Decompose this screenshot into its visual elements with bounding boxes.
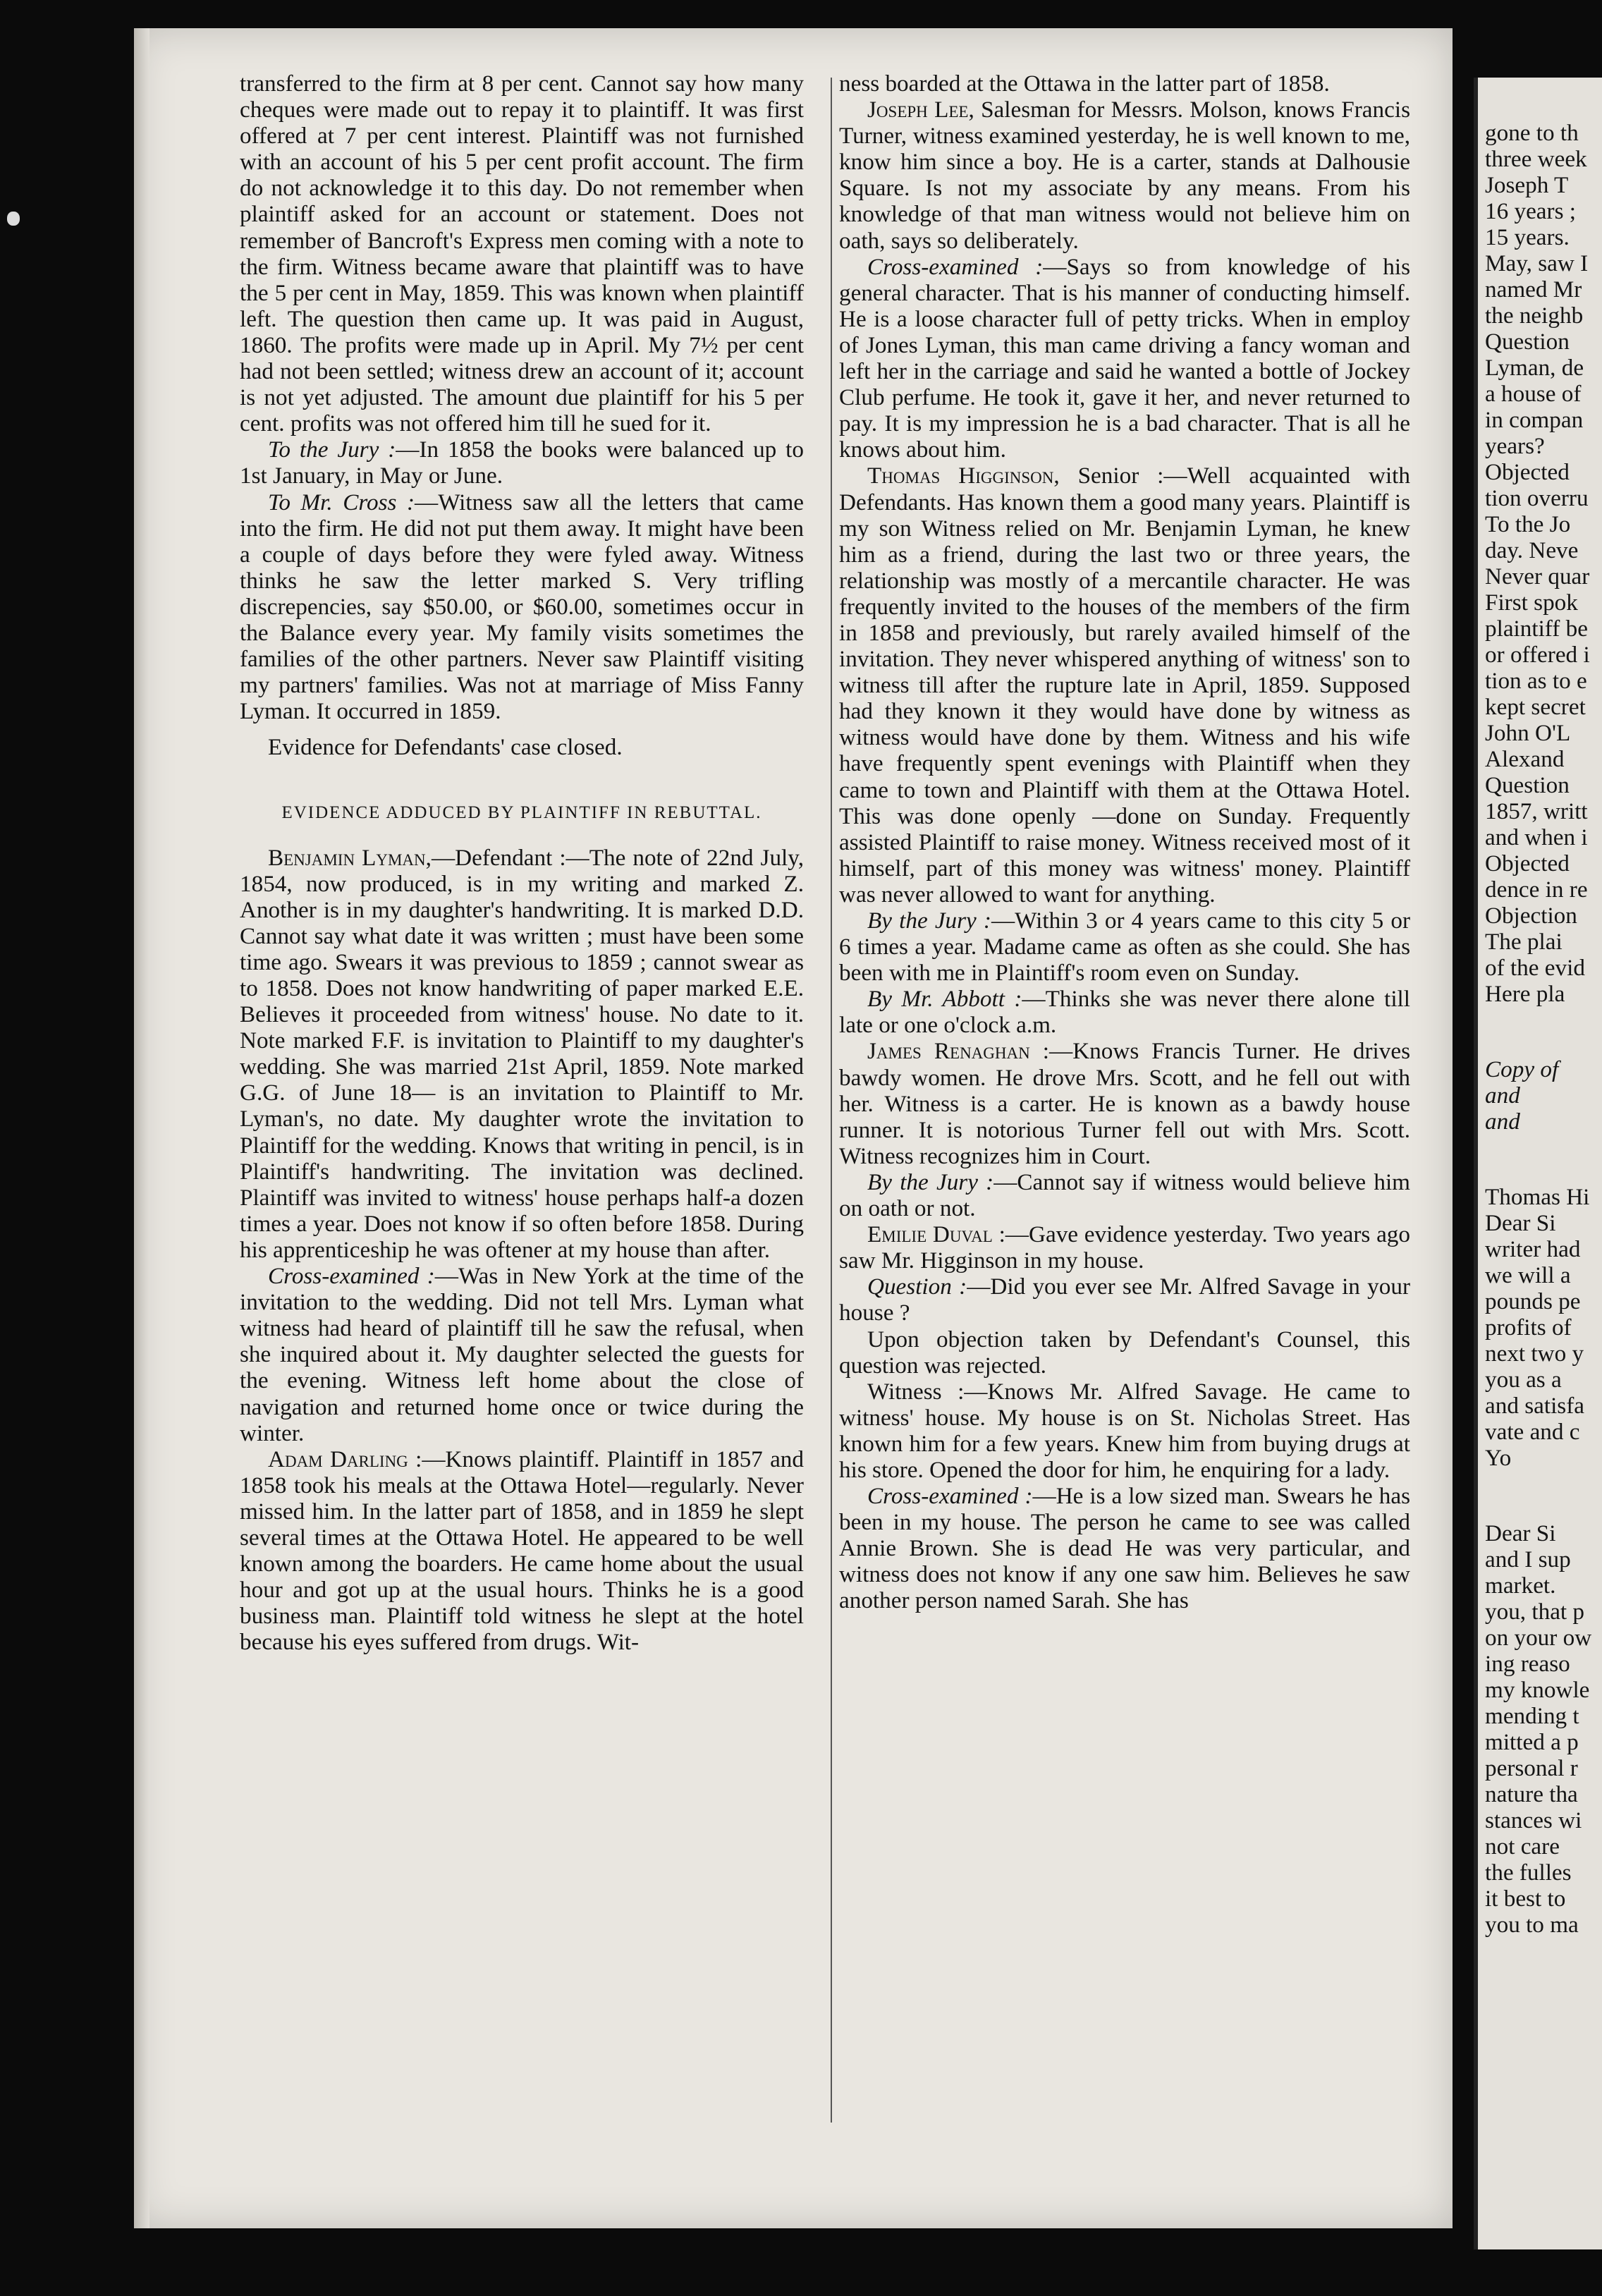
fragment-line: in compan xyxy=(1485,407,1584,433)
fragment-line: my knowle xyxy=(1485,1677,1590,1703)
examination-text: —Was in New York at the time of the invitation to the wedding. Did not tell Mrs. Lyman what witness had heard of plaintiff till he saw the refusal, when she inquired about it. My daughter selected the guests for the evening. Witness left home about the close of navigation and returned home once or twice during the winter. xyxy=(240,1263,804,1446)
fragment-block xyxy=(1485,1520,1602,1938)
fragment-line: nature tha xyxy=(1485,1781,1578,1807)
closing-statement: Evidence for Defendants' case closed. xyxy=(268,734,623,761)
examination-text: —Says so from knowledge of his general character. That is his manner of conducting himself. He is a loose character full of petty tricks. When in employ of Jones Lyman, this man came driving a fancy woman and left her in the carriage and said he wanted a bottle of Jockey Club perfume. He took it, gave it her, and never returned to pay. It is my impression he is a bad character. That is all he knows about him. xyxy=(839,253,1410,463)
testimony-text: :—Gave evidence yesterday. Two years ago saw Mr. Higginson in my house. xyxy=(839,1221,1410,1274)
fragment-line: vate and c xyxy=(1485,1419,1580,1445)
fragment-line: Here pla xyxy=(1485,981,1565,1007)
fragment-line: dence in re xyxy=(1485,877,1588,903)
paragraph xyxy=(839,97,1410,254)
examination-text: —Within 3 or 4 years came to this city 5 or 6 times a year. Madame came as often as she could. She has been with me in Plaintiff's room even on Sunday. xyxy=(839,908,1410,987)
paragraph xyxy=(240,845,804,1264)
adjacent-page-fragment xyxy=(1474,78,1602,2249)
examination-label: Cross-examined : xyxy=(867,1483,1033,1510)
paragraph xyxy=(839,986,1410,1038)
fragment-line: mitted a p xyxy=(1485,1729,1579,1755)
fragment-line: named Mr xyxy=(1485,276,1582,303)
examination-label: By the Jury : xyxy=(867,908,991,934)
fragment-line: a house of xyxy=(1485,381,1582,407)
paragraph xyxy=(240,1446,804,1656)
fragment-line: gone to th xyxy=(1485,120,1579,146)
fragment-line: mending t xyxy=(1485,1703,1579,1729)
fragment-line: Alexand xyxy=(1485,746,1565,772)
fragment-line: you, that p xyxy=(1485,1599,1585,1625)
fragment-line: and when i xyxy=(1485,824,1588,850)
fragment-line: 1857, writt xyxy=(1485,798,1588,824)
witness-name: James Renaghan xyxy=(867,1038,1030,1065)
fragment-line: Objection xyxy=(1485,903,1577,929)
paragraph xyxy=(839,1169,1410,1221)
fragment-line: tion as to e xyxy=(1485,668,1587,694)
scan-speck xyxy=(7,212,20,226)
paragraph xyxy=(240,1263,804,1446)
paragraph: Upon objection taken by Defendant's Counsel, this question was rejected. xyxy=(839,1326,1410,1379)
fragment-line: of the evid xyxy=(1485,955,1585,981)
fragment-line: the neighb xyxy=(1485,303,1584,329)
fragment-line: Copy of xyxy=(1485,1056,1559,1082)
examination-text: —Cannot say if witness would believe him on oath or not. xyxy=(839,1168,1410,1222)
testimony-text: :—Knows Francis Turner. He drives bawdy women. He drove Mrs. Scott, and he fell out with her. Witness is a carter. He is known as a bawdy house runner. It is notorious Turner fell out with Mrs. Scott. Witness recognizes him in Court. xyxy=(839,1038,1410,1169)
spacer xyxy=(1485,1471,1602,1520)
fragment-line: personal r xyxy=(1485,1755,1578,1781)
fragment-line: we will a xyxy=(1485,1262,1571,1288)
paragraph: transferred to the firm at 8 per cent. Cannot say how many cheques were made out to repay it to plaintiff. It was first offered at 7 per cent interest. Plaintiff was not furnished with an account of his 5 per cent profit account. The firm do not acknowledge it to this day. Do not remember when plaintiff asked for an account or statement. Does not remember of Bancroft's Express men coming with a note to the firm. Witness became aware that plaintiff was to have the 5 per cent in May, 1859. This was known when plaintiff left. The question then came up. It was paid in August, 1860. The profits were made up in April. My 7½ per cent had not been settled; witness drew an account of it; account is not yet adjusted. The amount due plaintiff for his 5 per cent. profits was not offered him till he sued for it. xyxy=(240,71,804,437)
fragment-line: ing reaso xyxy=(1485,1651,1570,1677)
fragment-line: stances wi xyxy=(1485,1807,1582,1833)
testimony-text: :—Knows plaintiff. Plaintiff in 1857 and 1858 took his meals at the Ottawa Hotel—regularly. Never missed him. In the latter part of 1858, and in 1859 he slept several times at the Ottawa Hotel. He appeared to be well known among the boarders. He came home about the usual hour and got up at the usual hours. Thinks he is a good business man. Plaintiff told witness he slept at the hotel because his eyes suffered from drugs. Wit- xyxy=(240,1446,804,1656)
fragment-line: market. xyxy=(1485,1573,1556,1599)
fragment-block xyxy=(1485,1056,1602,1135)
examination-text: —He is a low sized man. Swears he has been in my house. The person he came to see was called Annie Brown. She is dead He was very particular, and witness does not know if any one saw him. Believes he saw another person named Sarah. She has xyxy=(839,1483,1410,1614)
paragraph: Witness :—Knows Mr. Alfred Savage. He came to witness' house. My house is on St. Nicholas Street. Has known him for a few years. Knew him from buying drugs at his store. Opened the door for him, he enquiring for a lady. xyxy=(839,1378,1410,1483)
fragment-line: next two y xyxy=(1485,1341,1584,1367)
examination-text: —Thinks she was never there alone till late or one o'clock a.m. xyxy=(839,986,1410,1039)
fragment-line: Question xyxy=(1485,772,1570,798)
fragment-block xyxy=(1485,120,1602,1007)
examination-label: To the Jury : xyxy=(268,436,396,463)
fragment-line: Never quar xyxy=(1485,563,1590,590)
witness-name: Thomas Higginson, xyxy=(867,463,1060,489)
section-heading: EVIDENCE ADDUCED BY PLAINTIFF IN REBUTTAL. xyxy=(281,803,762,823)
column-left xyxy=(240,71,804,1655)
fragment-line: Joseph T xyxy=(1485,172,1569,198)
paragraph xyxy=(839,254,1410,463)
fragment-line: and xyxy=(1485,1109,1520,1135)
paragraph xyxy=(839,1274,1410,1326)
paragraph xyxy=(839,1483,1410,1613)
column-middle xyxy=(839,71,1410,1614)
fragment-line: the fulles xyxy=(1485,1860,1572,1886)
examination-text: —Did you ever see Mr. Alfred Savage in your house ? xyxy=(839,1274,1411,1326)
fragment-block xyxy=(1485,1184,1602,1471)
fragment-line: Yo xyxy=(1485,1445,1512,1471)
fragment-line: day. Neve xyxy=(1485,537,1579,563)
fragment-line: Dear Si xyxy=(1485,1520,1556,1546)
testimony-text: Salesman for Messrs. Molson, knows Francis Turner, witness examined yesterday, he is well known to me, know him since a boy. He is a carter, stands at Dalhousie Square. Is not my associate by any means. From his knowledge of that man witness would not believe him on oath, says so deliberately. xyxy=(839,97,1411,254)
fragment-line: John O'L xyxy=(1485,720,1571,746)
fragment-line: writer had xyxy=(1485,1236,1581,1262)
fragment-line: Thomas Hi xyxy=(1485,1184,1590,1210)
fragment-line: pounds pe xyxy=(1485,1288,1581,1314)
paragraph xyxy=(839,463,1410,908)
fragment-line: To the Jo xyxy=(1485,511,1571,537)
fragment-line: May, saw I xyxy=(1485,250,1589,276)
paragraph xyxy=(240,436,804,489)
fragment-line: you as a xyxy=(1485,1367,1562,1393)
fragment-line: kept secret xyxy=(1485,694,1586,720)
fragment-line: Lyman, de xyxy=(1485,355,1584,381)
examination-label: By the Jury : xyxy=(867,1168,994,1195)
examination-label: Question : xyxy=(867,1274,967,1300)
paragraph xyxy=(240,489,804,725)
paragraph xyxy=(839,908,1410,986)
fragment-line: or offered i xyxy=(1485,642,1590,668)
examination-label: Cross-examined : xyxy=(268,1263,435,1290)
testimony-text: Senior :—Well acquainted with Defendants. Has known them a good many years. Plaintiff is my son Witness relied on Mr. Benjamin Lyman, he knew him as a friend, during the last two or three years, the relationship was mostly of a mercantile character. He was frequently invited to the houses of the members of the firm in 1858 and previously, but rarely availed himself of the invitation. They never whispered anything of witness' son to witness till after the rupture late in April, 1859. Supposed had they known it they would have done by witness as witness would have done by them. Witness and his wife have frequently spent evenings with Plaintiff when they came to town and Plaintiff with them at the Ottawa Hotel. This was done openly —done on Sunday. Frequently assisted Plaintiff to raise money. Witness received most of it himself, part of this money was witness' money. Plaintiff was never allowed to want for anything. xyxy=(839,463,1410,908)
fragment-line: 16 years ; xyxy=(1485,198,1577,224)
examination-label: By Mr. Abbott : xyxy=(867,986,1022,1013)
examination-label: To Mr. Cross : xyxy=(268,489,415,515)
fragment-line: The plai xyxy=(1485,929,1563,955)
paragraph: ness boarded at the Ottawa in the latter part of 1858. xyxy=(839,71,1330,97)
examination-label: Cross-examined : xyxy=(867,253,1044,280)
fragment-line: First spok xyxy=(1485,590,1578,616)
examination-text: —In 1858 the books were balanced up to 1st January, in May or June. xyxy=(240,436,804,489)
fragment-line: Dear Si xyxy=(1485,1210,1556,1236)
fragment-line: 15 years. xyxy=(1485,224,1570,250)
column-right-cut xyxy=(1485,120,1602,1938)
fragment-line: and I sup xyxy=(1485,1546,1571,1573)
spacer xyxy=(1485,1135,1602,1184)
paragraph xyxy=(839,1221,1410,1274)
fragment-line: profits of xyxy=(1485,1314,1572,1341)
testimony-text: —Defendant :—The note of 22nd July, 1854, now produced, is in my writing and marked Z. Another is in my daughter's handwriting. It is marked D.D. Cannot say what date it was written ; must have been some time ago. Swears it was previous to 1859 ; cannot swear as to 1858. Does not know handwriting of paper marked E.E. Believes it proceeded from witness' house. No date to it. Note marked F.F. is invitation to Plaintiff to my daughter's wedding. She was married 21st April, 1859. Note marked G.G. of June 18— is an invitation to Plaintiff to Mr. Lyman's, no date. My daughter wrote the invitation to Plaintiff for the wedding. Knows that writing in pencil, is in Plaintiff's handwriting. The invitation was declined. Plaintiff was invited to witness' house perhaps half-a dozen times a year. Does not know if so often before 1858. During his apprenticeship he was oftener at my house than after. xyxy=(240,844,804,1263)
fragment-line: not care xyxy=(1485,1833,1560,1860)
column-rule xyxy=(831,78,832,2123)
fragment-line: plaintiff be xyxy=(1485,616,1588,642)
witness-name: Emilie Duval xyxy=(867,1221,993,1248)
spacer xyxy=(1485,1007,1602,1056)
fragment-line: Question xyxy=(1485,329,1570,355)
paragraph xyxy=(839,1038,1410,1168)
witness-name: Joseph Lee, xyxy=(867,97,974,123)
fragment-line: it best to xyxy=(1485,1886,1566,1912)
fragment-line: and xyxy=(1485,1082,1520,1109)
examination-text: —Witness saw all the letters that came into the firm. He did not put them away. It might have been a couple of days before they were fyled away. Witness thinks he saw the letter marked S. Very trifling discrepencies, say $50.00, or $60.00, sometimes occur in the Balance every year. My family visits sometimes the families of the other partners. Never saw Plaintiff visiting my partners' families. Was not at marriage of Miss Fanny Lyman. It occurred in 1859. xyxy=(240,489,804,725)
fragment-line: Objected xyxy=(1485,459,1570,485)
fragment-line: and satisfa xyxy=(1485,1393,1584,1419)
fragment-line: three week xyxy=(1485,146,1587,172)
witness-name: Adam Darling xyxy=(268,1446,408,1472)
witness-name: Benjamin Lyman, xyxy=(268,844,432,871)
fragment-line: you to ma xyxy=(1485,1912,1579,1938)
fragment-line: on your ow xyxy=(1485,1625,1592,1651)
fragment-line: years? xyxy=(1485,433,1545,459)
fragment-line: tion overru xyxy=(1485,485,1589,511)
fragment-line: Objected xyxy=(1485,850,1570,877)
page-binding-edge xyxy=(134,28,149,2228)
